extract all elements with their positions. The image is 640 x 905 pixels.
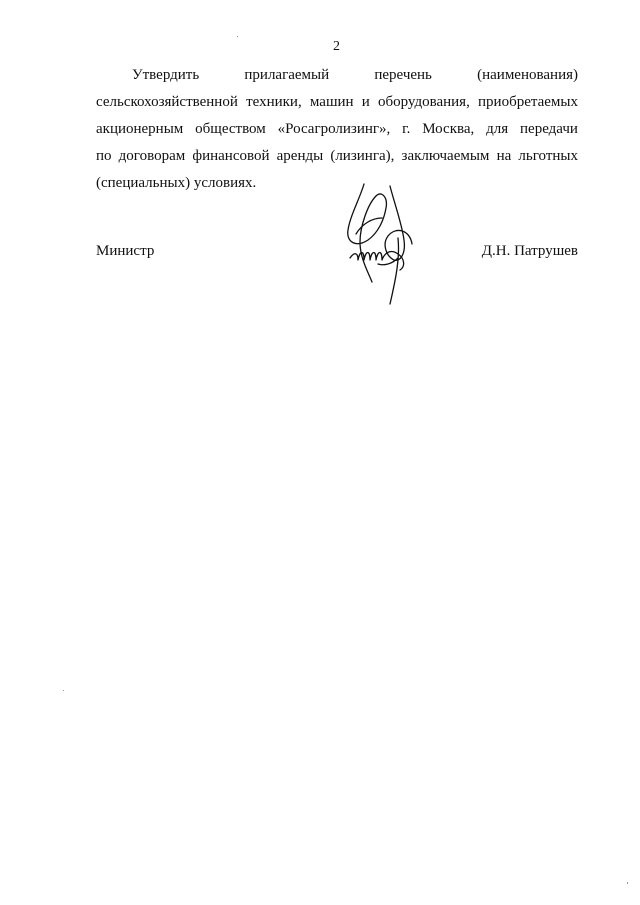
word: заключаемым	[401, 148, 490, 164]
word: приобретаемых	[478, 94, 578, 110]
signatory-name: Д.Н. Патрушев	[481, 243, 578, 259]
word: Москва,	[422, 121, 475, 137]
word: (наименования)	[477, 67, 578, 83]
word: (специальных)	[96, 175, 191, 191]
scan-speck	[627, 882, 628, 884]
word: и	[361, 94, 370, 110]
word: договорам	[118, 148, 186, 164]
word: льготных	[518, 148, 578, 164]
scan-speck	[63, 690, 64, 691]
word: акционерным	[96, 121, 184, 137]
paragraph-line	[96, 62, 578, 89]
word: аренды	[276, 148, 324, 164]
word: перечень	[374, 67, 432, 83]
word: Утвердить	[132, 67, 200, 83]
word: «Росагролизинг»,	[277, 121, 391, 137]
paragraph-line	[96, 89, 578, 116]
word: обществом	[195, 121, 266, 137]
signatory-title: Министр	[96, 243, 155, 259]
signature-stroke	[348, 184, 387, 282]
word: техники,	[246, 94, 302, 110]
page-number: 2	[333, 39, 340, 54]
word: финансовой	[192, 148, 270, 164]
word: (лизинга),	[330, 148, 395, 164]
word: сельскохозяйственной	[96, 94, 238, 110]
paragraph-line	[96, 143, 578, 170]
word: г.	[402, 121, 411, 137]
paragraph-line	[96, 116, 578, 143]
signature-stroke	[356, 218, 382, 234]
word: передачи	[520, 121, 578, 137]
word: по	[96, 148, 112, 164]
word: прилагаемый	[244, 67, 330, 83]
word: условиях.	[193, 175, 257, 191]
word: оборудования,	[377, 94, 470, 110]
signature-block	[96, 243, 578, 265]
scan-speck	[237, 36, 238, 37]
word: машин	[309, 94, 354, 110]
decree-paragraph	[96, 62, 578, 197]
paragraph-line	[96, 170, 578, 197]
word: на	[496, 148, 512, 164]
word: для	[486, 121, 509, 137]
